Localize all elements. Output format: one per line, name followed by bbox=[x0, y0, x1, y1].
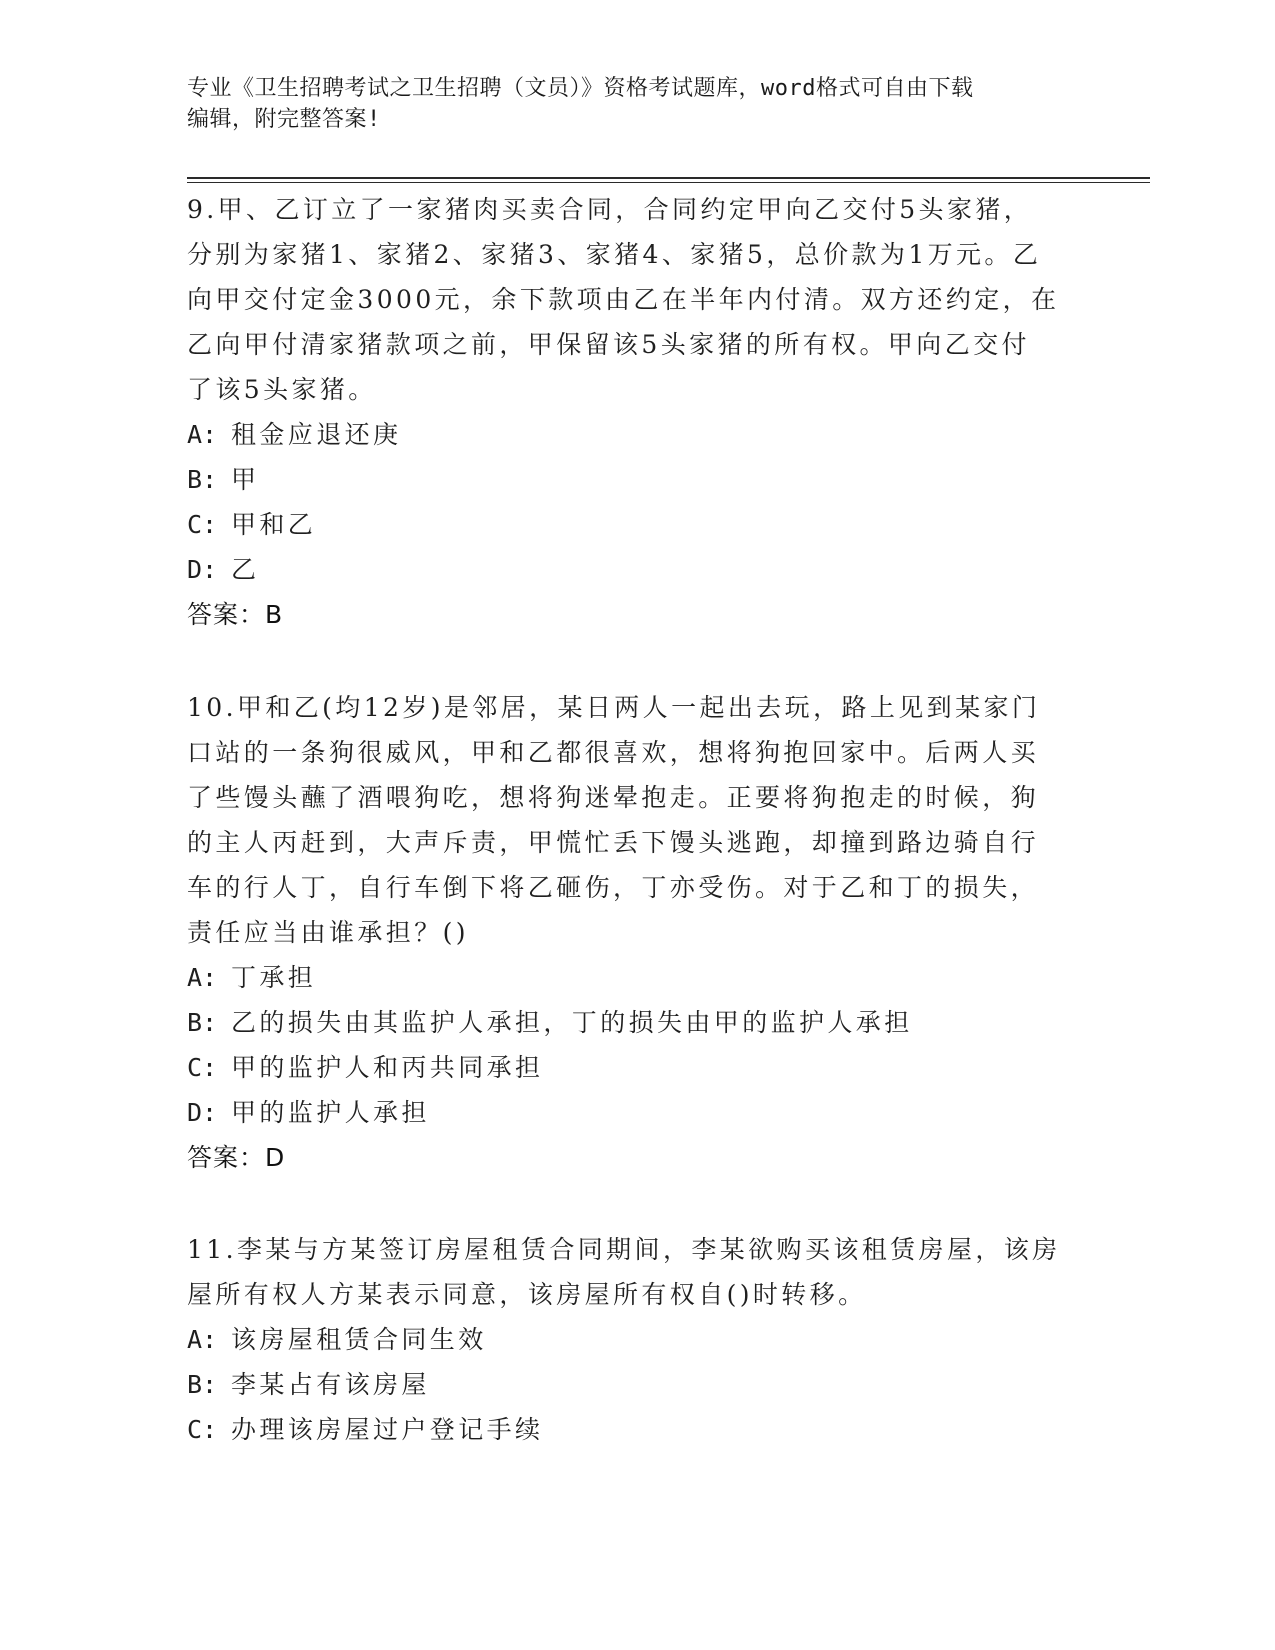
option-c bbox=[187, 502, 1087, 547]
option-a bbox=[187, 1317, 1087, 1362]
question-stem-line: 分别为家猪1、家猪2、家猪3、家猪4、家猪5，总价款为1万元。乙 bbox=[187, 240, 1042, 269]
option-letter: B: bbox=[187, 465, 218, 494]
option-text: 甲和乙 bbox=[231, 510, 317, 539]
option-c bbox=[187, 1045, 1087, 1090]
option-d bbox=[187, 1090, 1087, 1135]
header-divider-thick bbox=[187, 177, 1150, 179]
option-letter: B: bbox=[187, 1370, 218, 1399]
question-stem-line: 责任应当由谁承担？() bbox=[187, 918, 469, 947]
option-text: 该房屋租赁合同生效 bbox=[231, 1325, 487, 1354]
question-stem-line: 10.甲和乙(均12岁)是邻居，某日两人一起出去玩，路上见到某家门 bbox=[187, 693, 1041, 722]
option-text: 乙 bbox=[231, 555, 260, 584]
option-text: 乙的损失由其监护人承担，丁的损失由甲的监护人承担 bbox=[231, 1008, 913, 1037]
question-stem-line: 了该5头家猪。 bbox=[187, 375, 377, 404]
answer-label: 答案：B bbox=[187, 600, 284, 629]
option-letter: A: bbox=[187, 1325, 218, 1354]
question-stem-line: 了些馒头蘸了酒喂狗吃，想将狗迷晕抱走。正要将狗抱走的时候，狗 bbox=[187, 783, 1040, 812]
option-letter: C: bbox=[187, 1415, 218, 1444]
header-line-2: 编辑，附完整答案! bbox=[187, 107, 381, 132]
question-11 bbox=[187, 1227, 1087, 1452]
option-text: 租金应退还庚 bbox=[231, 420, 402, 449]
option-a bbox=[187, 412, 1087, 457]
option-text: 甲 bbox=[231, 465, 260, 494]
option-letter: C: bbox=[187, 510, 218, 539]
option-letter: B: bbox=[187, 1008, 218, 1037]
question-10 bbox=[187, 685, 1087, 1180]
question-stem-line: 的主人丙赶到，大声斥责，甲慌忙丢下馒头逃跑，却撞到路边骑自行 bbox=[187, 828, 1040, 857]
option-letter: D: bbox=[187, 1098, 218, 1127]
question-stem-line: 9.甲、乙订立了一家猪肉买卖合同，合同约定甲向乙交付5头家猪， bbox=[187, 195, 1033, 224]
header-line-1: 专业《卫生招聘考试之卫生招聘（文员）》资格考试题库，word格式可自由下载 bbox=[187, 76, 974, 101]
option-letter: D: bbox=[187, 555, 218, 584]
answer-label: 答案：D bbox=[187, 1143, 286, 1172]
option-text: 丁承担 bbox=[231, 963, 317, 992]
option-letter: A: bbox=[187, 420, 218, 449]
question-stem-line: 车的行人丁，自行车倒下将乙砸伤，丁亦受伤。对于乙和丁的损失， bbox=[187, 873, 1040, 902]
question-stem-line: 屋所有权人方某表示同意，该房屋所有权自()时转移。 bbox=[187, 1280, 867, 1309]
option-c bbox=[187, 1407, 1087, 1452]
question-stem-line: 口站的一条狗很威风，甲和乙都很喜欢，想将狗抱回家中。后两人买 bbox=[187, 738, 1040, 767]
option-d bbox=[187, 547, 1087, 592]
question-9 bbox=[187, 187, 1087, 637]
question-stem-line: 向甲交付定金3000元，余下款项由乙在半年内付清。双方还约定，在 bbox=[187, 285, 1060, 314]
option-b bbox=[187, 457, 1087, 502]
document-header bbox=[187, 73, 1067, 135]
option-text: 李某占有该房屋 bbox=[231, 1370, 430, 1399]
option-text: 甲的监护人和丙共同承担 bbox=[231, 1053, 544, 1082]
option-letter: C: bbox=[187, 1053, 218, 1082]
option-b bbox=[187, 1000, 1087, 1045]
option-text: 办理该房屋过户登记手续 bbox=[231, 1415, 544, 1444]
question-stem-line: 乙向甲付清家猪款项之前，甲保留该5头家猪的所有权。甲向乙交付 bbox=[187, 330, 1030, 359]
question-stem-line: 11.李某与方某签订房屋租赁合同期间，李某欲购买该租赁房屋，该房 bbox=[187, 1235, 1061, 1264]
option-text: 甲的监护人承担 bbox=[231, 1098, 430, 1127]
option-letter: A: bbox=[187, 963, 218, 992]
option-a bbox=[187, 955, 1087, 1000]
option-b bbox=[187, 1362, 1087, 1407]
header-divider-thin bbox=[187, 182, 1150, 183]
